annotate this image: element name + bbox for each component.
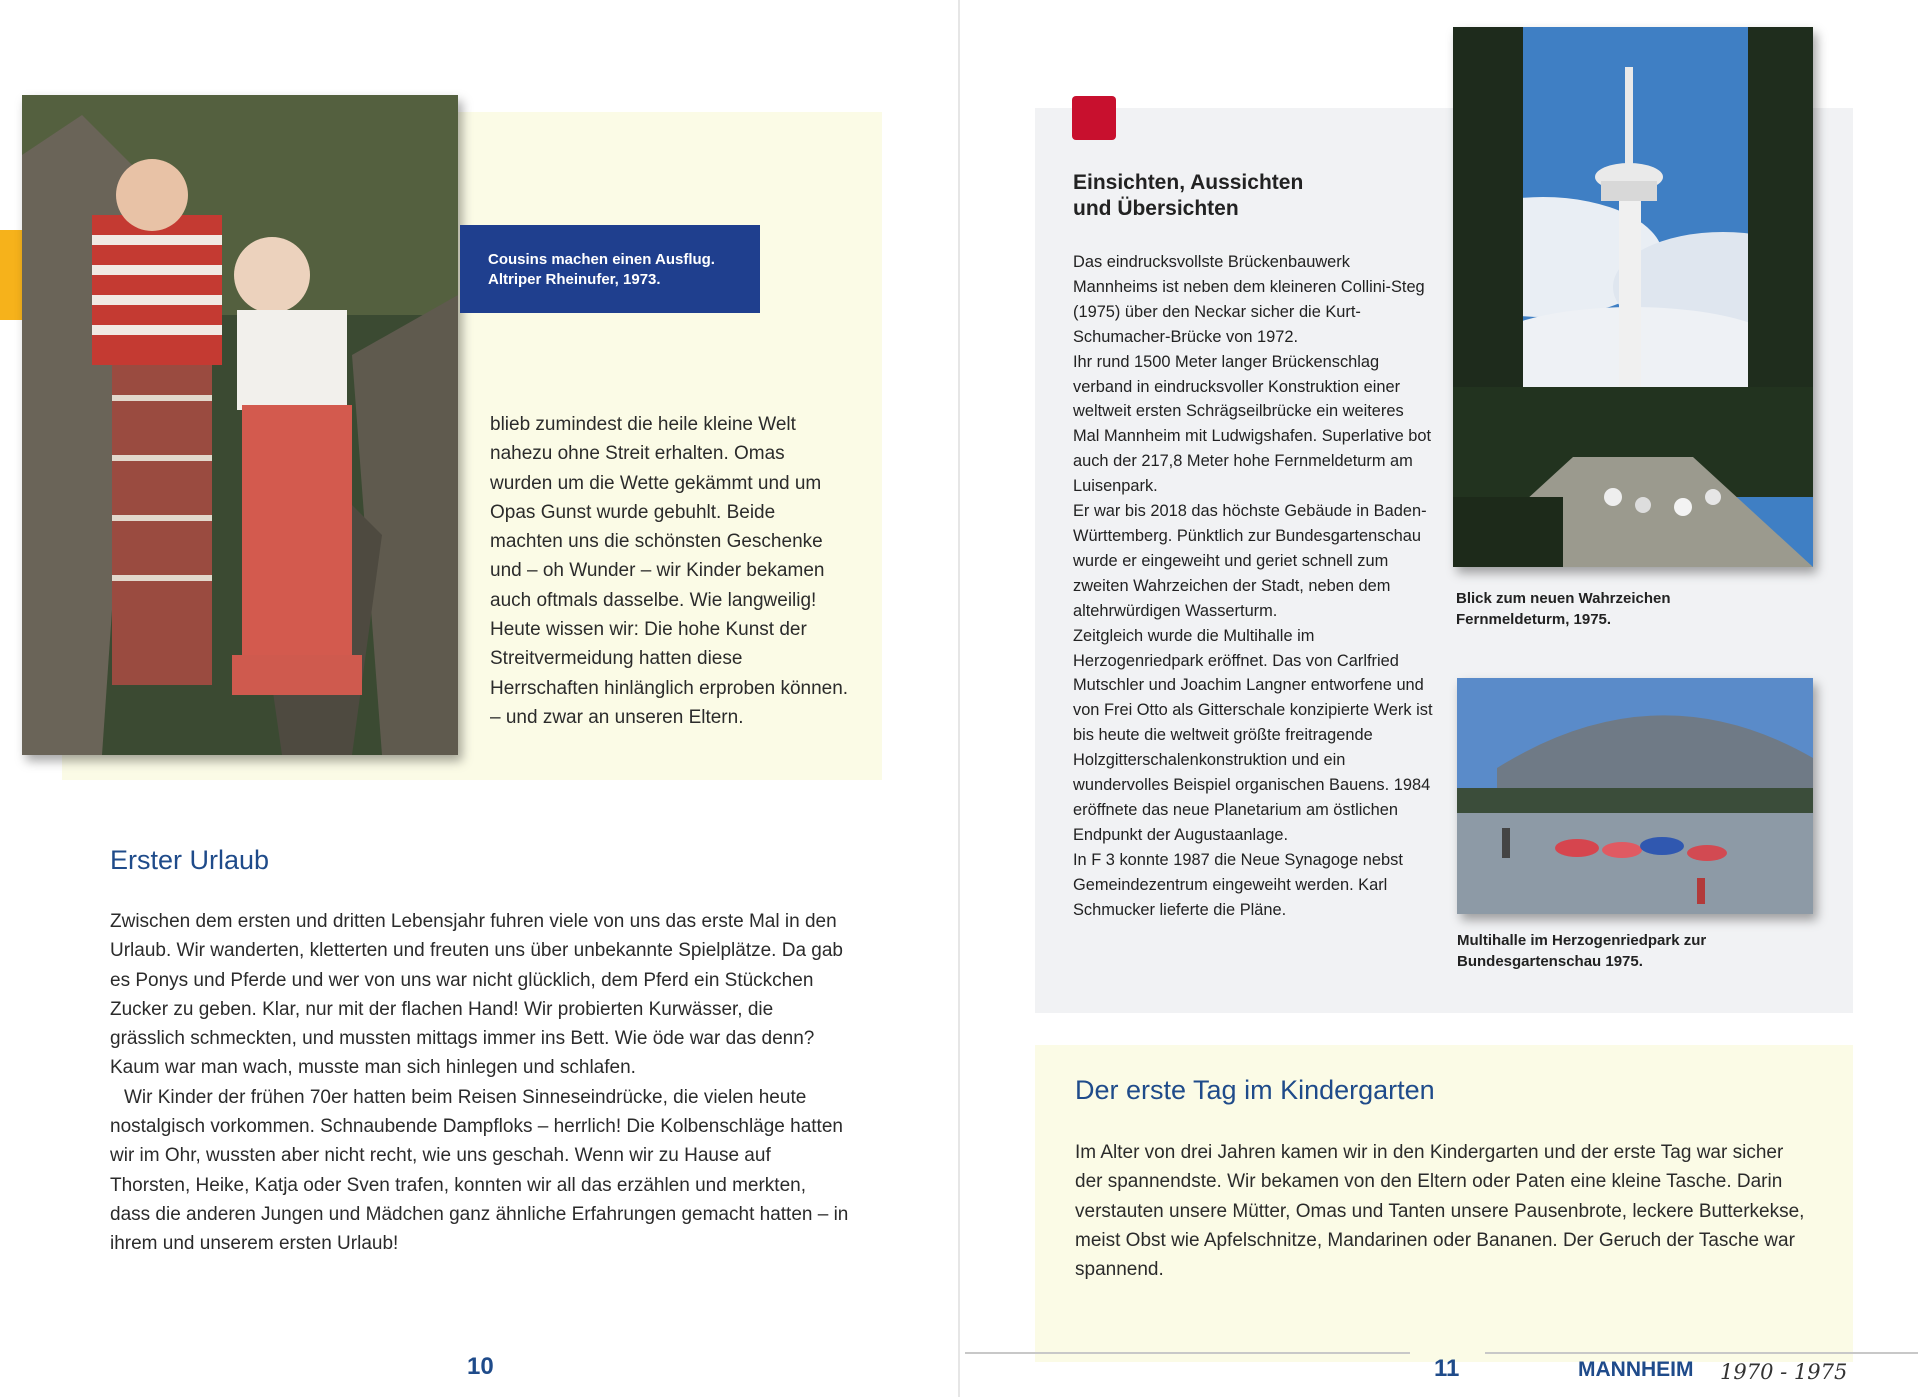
erster-urlaub-text	[110, 907, 850, 1259]
section-heading-erster-urlaub: Erster Urlaub	[110, 845, 270, 875]
footer-brand: MANNHEIM	[1578, 1358, 1694, 1381]
tower-photo	[1453, 27, 1813, 567]
cousins-photo	[22, 95, 458, 755]
page-number-left: 10	[467, 1353, 494, 1380]
multihalle-photo-caption	[1457, 930, 1706, 972]
tower-photo-caption	[1456, 588, 1671, 630]
tower-caption-line2: Fernmeldeturm, 1975.	[1456, 611, 1612, 628]
chapter-tab-marker	[0, 230, 22, 320]
urlaub-paragraph-2: Wir Kinder der frühen 70er hatten beim Reisen Sinneseindrücke, die vielen heute nostalgisch vorkommen. Schnaubende Dampfloks – herrlich! Die Kolbenschläge hatten wir im Ohr, wussten aber nicht recht, wie uns geschah. Wenn wir zu Hause auf Thorsten, Heike, Katja oder Sven trafen, konnten wir all das erzählen und merkten, dass die anderen Jungen und Mädchen ganz ähnliche Erfahrungen gemacht hatten – in ihrem und unserem ersten Urlaub!	[110, 1086, 849, 1255]
sidebar-text-block	[1073, 250, 1433, 922]
tower-photo-image	[1453, 27, 1813, 567]
intro-paragraph: blieb zumindest die heile kleine Welt nahezu ohne Streit erhalten. Omas wurden um die Wette gekämmt und um Opas Gunst wurde gebuhlt. Beide machten uns die schönsten Geschenke und – oh Wunder – wir Kinder bekamen auch oftmals dasselbe. Wie langweilig! Heute wissen wir: Die hohe Kunst der Streitvermeidung hatten diese Herrschaften hinlänglich erproben können. – und zwar an unseren Eltern.	[490, 414, 849, 728]
footer-rule-left	[965, 1352, 1410, 1354]
multihalle-caption-line1: Multihalle im Herzogenriedpark zur	[1457, 932, 1707, 949]
red-marker	[1072, 96, 1116, 140]
cousins-photo-caption	[460, 225, 760, 313]
intro-text-block	[490, 410, 850, 732]
footer-rule-right	[1485, 1352, 1918, 1354]
kindergarten-text	[1075, 1138, 1815, 1284]
sidebar-paragraph-1: Das eindrucksvollste Brückenbauwerk Mannheims ist neben dem kleineren Collini-Steg (1975) über den Neckar sicher die Kurt-Schumacher-Brücke von 1972.	[1073, 253, 1425, 346]
cousins-photo-image	[22, 95, 458, 755]
multihalle-caption-line2: Bundesgartenschau 1975.	[1457, 953, 1643, 970]
urlaub-paragraph-1: Zwischen dem ersten und dritten Lebensjahr fuhren viele von uns das erste Mal in den Urlaub. Wir wanderten, kletterten und freuten uns über unbekannte Spielplätze. Da gab es Ponys und Pferde und wer von uns war nicht glücklich, dem Pferd ein Stückchen Zucker zu geben. Klar, nur mit der flachen Hand! Wir probierten Kurwässer, die grässlich schmeckten, und mussten mittags immer ins Bett. Wie öde war das denn? Kaum war man wach, musste man sich hinlegen und schlafen.	[110, 911, 844, 1079]
cousins-caption-line2: Altriper Rheinufer, 1973.	[488, 271, 661, 288]
sidebar-title-line2: und Übersichten	[1073, 197, 1239, 220]
page-gutter	[958, 0, 960, 1397]
sidebar-title	[1073, 170, 1303, 222]
sidebar-paragraph-2: Ihr rund 1500 Meter langer Brückenschlag verband in eindrucksvoller Konstruktion einer weltweit ersten Schrägseilbrücke ein weiteres Mal Mannheim mit Ludwigshafen. Superlative bot auch der 217,8 Meter hohe Fernmeldeturm am Luisenpark.	[1073, 352, 1432, 496]
kindergarten-paragraph: Im Alter von drei Jahren kamen wir in den Kindergarten und der erste Tag war sicher der spannendste. Wir bekamen von den Eltern oder Paten eine kleine Tasche. Darin verstauten unsere Mütter, Omas und Tanten unsere Pausenbrote, leckere Butterkekse, meist Obst wie Apfelschnitze, Mandarinen oder Bananen. Der Geruch der Tasche war spannend.	[1075, 1142, 1805, 1281]
multihalle-photo-image	[1457, 678, 1813, 914]
footer-years: 1970 - 1975	[1720, 1360, 1848, 1384]
sidebar-paragraph-5: In F 3 konnte 1987 die Neue Synagoge nebst Gemeindezentrum eingeweiht werden. Karl Schmucker lieferte die Pläne.	[1073, 850, 1403, 919]
sidebar-title-line1: Einsichten, Aussichten	[1073, 171, 1304, 194]
sidebar-paragraph-3: Er war bis 2018 das höchste Gebäude in Baden-Württemberg. Pünktlich zur Bundesgartenschau wurde er eingeweiht und geriet schnell zum zweiten Wahrzeichen der Stadt, neben dem altehrwürdigen Wasserturm.	[1073, 502, 1427, 620]
tower-caption-line1: Blick zum neuen Wahrzeichen	[1456, 590, 1671, 607]
cousins-caption-line1: Cousins machen einen Ausflug.	[488, 251, 715, 268]
sidebar-paragraph-4: Zeitgleich wurde die Multihalle im Herzogenriedpark eröffnet. Das von Carlfried Mutschler und Joachim Langner entworfene und von Frei Otto als Gitterschale konzipierte Werk ist bis heute die weltweit größte freitragende Holzgitterschalenkonstruktion und ein wundervolles Beispiel organischen Bauens. 1984 eröffnete das neue Planetarium am östlichen Endpunkt der Augustaanlage.	[1073, 626, 1433, 844]
page-number-right: 11	[1434, 1355, 1460, 1382]
section-heading-kindergarten: Der erste Tag im Kindergarten	[1075, 1075, 1435, 1105]
multihalle-photo	[1457, 678, 1813, 914]
